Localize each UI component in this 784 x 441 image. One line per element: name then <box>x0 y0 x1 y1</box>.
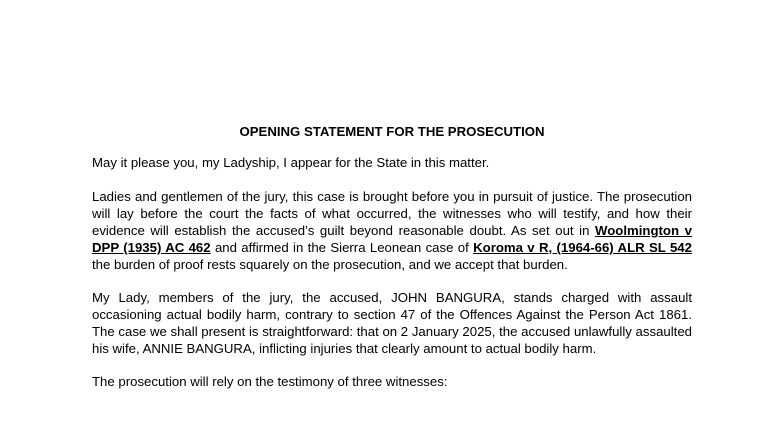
case-citation-koroma: Koroma v R, (1964-66) ALR SL 542 <box>473 240 692 255</box>
paragraph-opening: May it please you, my Ladyship, I appear for the State in this matter. <box>92 155 490 170</box>
paragraph-text: Ladies and gentlemen of the jury, this case is brought before you in pursuit of justice. The prosecution will lay before the court the facts of what occurred, the witnesses who will testify, and how their evidence will establish the accused’s guilt beyond reasonable doubt. As set out in <box>92 189 692 238</box>
paragraph-text: and affirmed in the Sierra Leonean case of <box>210 240 474 255</box>
document-title: OPENING STATEMENT FOR THE PROSECUTION <box>239 124 545 139</box>
paragraph-charge: My Lady, members of the jury, the accused, JOHN BANGURA, stands charged with assault occasioning actual bodily harm, contrary to section 47 of the Offences Against the Person Act 1861. The case we shall present is straightforward: that on 2 January 2025, the accused unlawfully assaulted his wife, ANNIE BANGURA, inflicting injuries that clearly amount to actual bodily harm. <box>92 290 692 356</box>
paragraph-witnesses: The prosecution will rely on the testimony of three witnesses: <box>92 374 448 389</box>
paragraph-burden-of-proof <box>92 188 692 273</box>
paragraph-text: the burden of proof rests squarely on the prosecution, and we accept that burden. <box>92 257 568 272</box>
case-citation-woolmington: Woolmington v DPP (1935) AC 462 <box>92 223 692 255</box>
